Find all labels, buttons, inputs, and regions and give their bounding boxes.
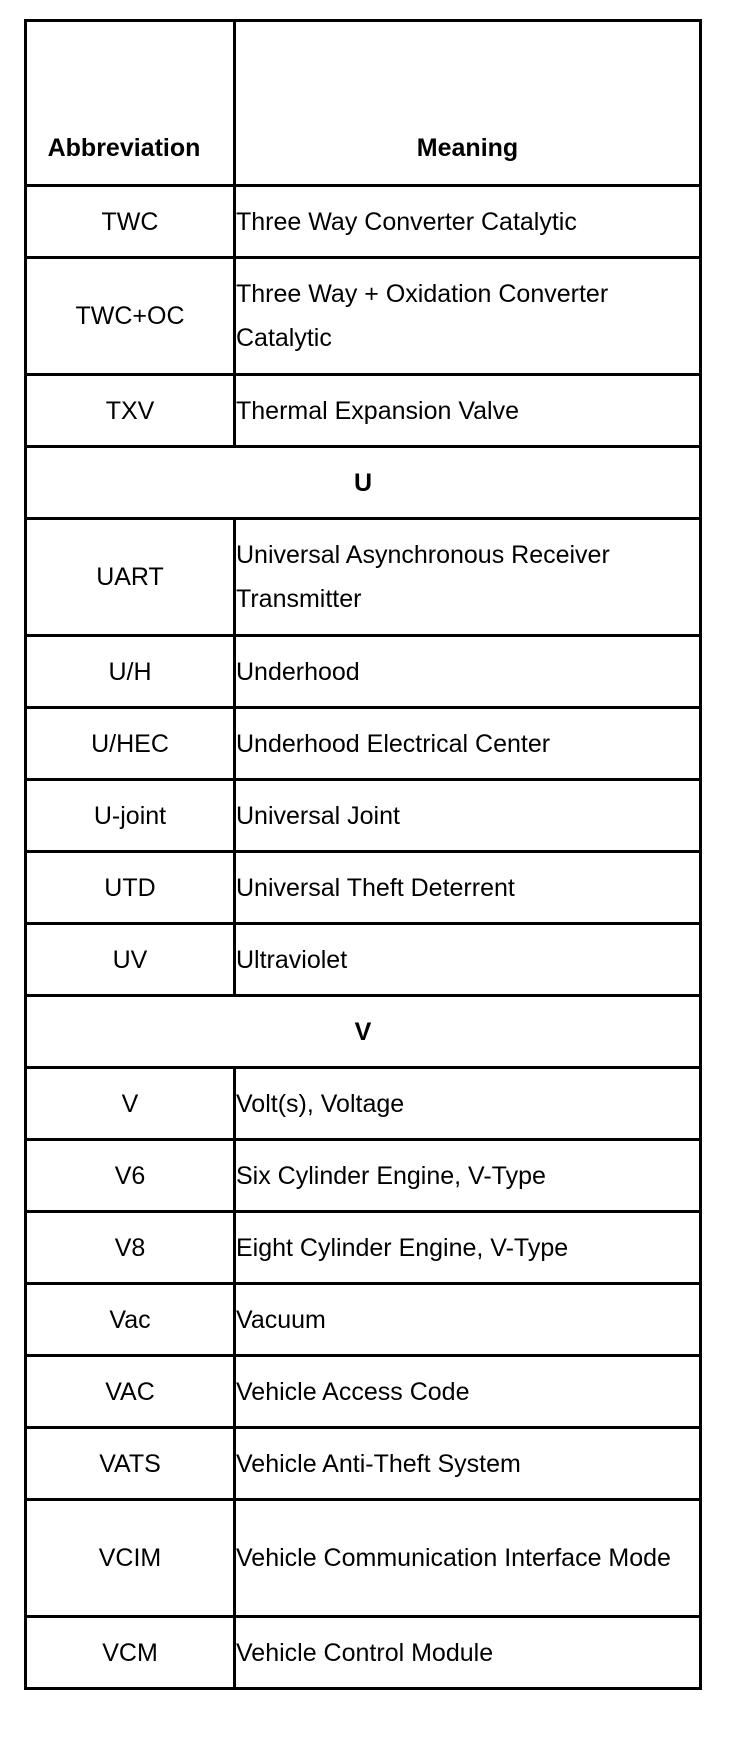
table-row	[26, 708, 701, 780]
meaning-cell: Universal Asynchronous Receiver Transmitter	[235, 519, 701, 636]
meaning-cell: Vehicle Control Module	[235, 1617, 701, 1689]
table-row	[26, 1500, 701, 1617]
abbreviation-cell: VAC	[26, 1356, 235, 1428]
abbreviation-cell: UART	[26, 519, 235, 636]
abbreviation-cell: V	[26, 1068, 235, 1140]
meaning-cell: Ultraviolet	[235, 924, 701, 996]
meaning-cell: Universal Joint	[235, 780, 701, 852]
meaning-cell: Vehicle Communication Interface Mode	[235, 1500, 701, 1617]
abbreviation-cell: TXV	[26, 375, 235, 447]
abbreviation-cell: VCM	[26, 1617, 235, 1689]
abbreviation-cell: UV	[26, 924, 235, 996]
abbreviation-cell: VATS	[26, 1428, 235, 1500]
table-row	[26, 1428, 701, 1500]
table-row	[26, 1068, 701, 1140]
abbreviation-cell: U/H	[26, 636, 235, 708]
abbreviations-page	[24, 19, 699, 1690]
section-letter: U	[26, 447, 701, 519]
meaning-cell: Universal Theft Deterrent	[235, 852, 701, 924]
abbreviation-cell: TWC	[26, 186, 235, 258]
abbreviation-cell: U-joint	[26, 780, 235, 852]
meaning-column-header: Meaning	[235, 21, 701, 186]
table-header-row	[26, 21, 701, 186]
meaning-cell: Vehicle Access Code	[235, 1356, 701, 1428]
meaning-cell: Vacuum	[235, 1284, 701, 1356]
table-row	[26, 780, 701, 852]
abbreviation-cell: V6	[26, 1140, 235, 1212]
abbreviation-cell: U/HEC	[26, 708, 235, 780]
table-row	[26, 1140, 701, 1212]
meaning-cell: Vehicle Anti-Theft System	[235, 1428, 701, 1500]
meaning-cell: Eight Cylinder Engine, V-Type	[235, 1212, 701, 1284]
table-row	[26, 186, 701, 258]
table-row	[26, 1284, 701, 1356]
table-row	[26, 1617, 701, 1689]
abbreviation-cell: VCIM	[26, 1500, 235, 1617]
abbreviation-cell: V8	[26, 1212, 235, 1284]
table-row	[26, 852, 701, 924]
abbreviation-cell: TWC+OC	[26, 258, 235, 375]
table-row	[26, 1356, 701, 1428]
meaning-cell: Underhood	[235, 636, 701, 708]
meaning-cell: Thermal Expansion Valve	[235, 375, 701, 447]
abbreviation-cell: Vac	[26, 1284, 235, 1356]
table-row	[26, 375, 701, 447]
table-row	[26, 924, 701, 996]
abbreviation-column-header: Abbreviation	[26, 21, 235, 186]
meaning-cell: Underhood Electrical Center	[235, 708, 701, 780]
meaning-cell: Six Cylinder Engine, V-Type	[235, 1140, 701, 1212]
section-letter: V	[26, 996, 701, 1068]
table-row	[26, 519, 701, 636]
abbreviation-cell: UTD	[26, 852, 235, 924]
section-heading-row	[26, 447, 701, 519]
abbreviations-table	[24, 19, 702, 1690]
table-row	[26, 636, 701, 708]
section-heading-row	[26, 996, 701, 1068]
meaning-cell: Volt(s), Voltage	[235, 1068, 701, 1140]
table-row	[26, 258, 701, 375]
meaning-cell: Three Way Converter Catalytic	[235, 186, 701, 258]
meaning-cell: Three Way + Oxidation Converter Catalytic	[235, 258, 701, 375]
table-row	[26, 1212, 701, 1284]
